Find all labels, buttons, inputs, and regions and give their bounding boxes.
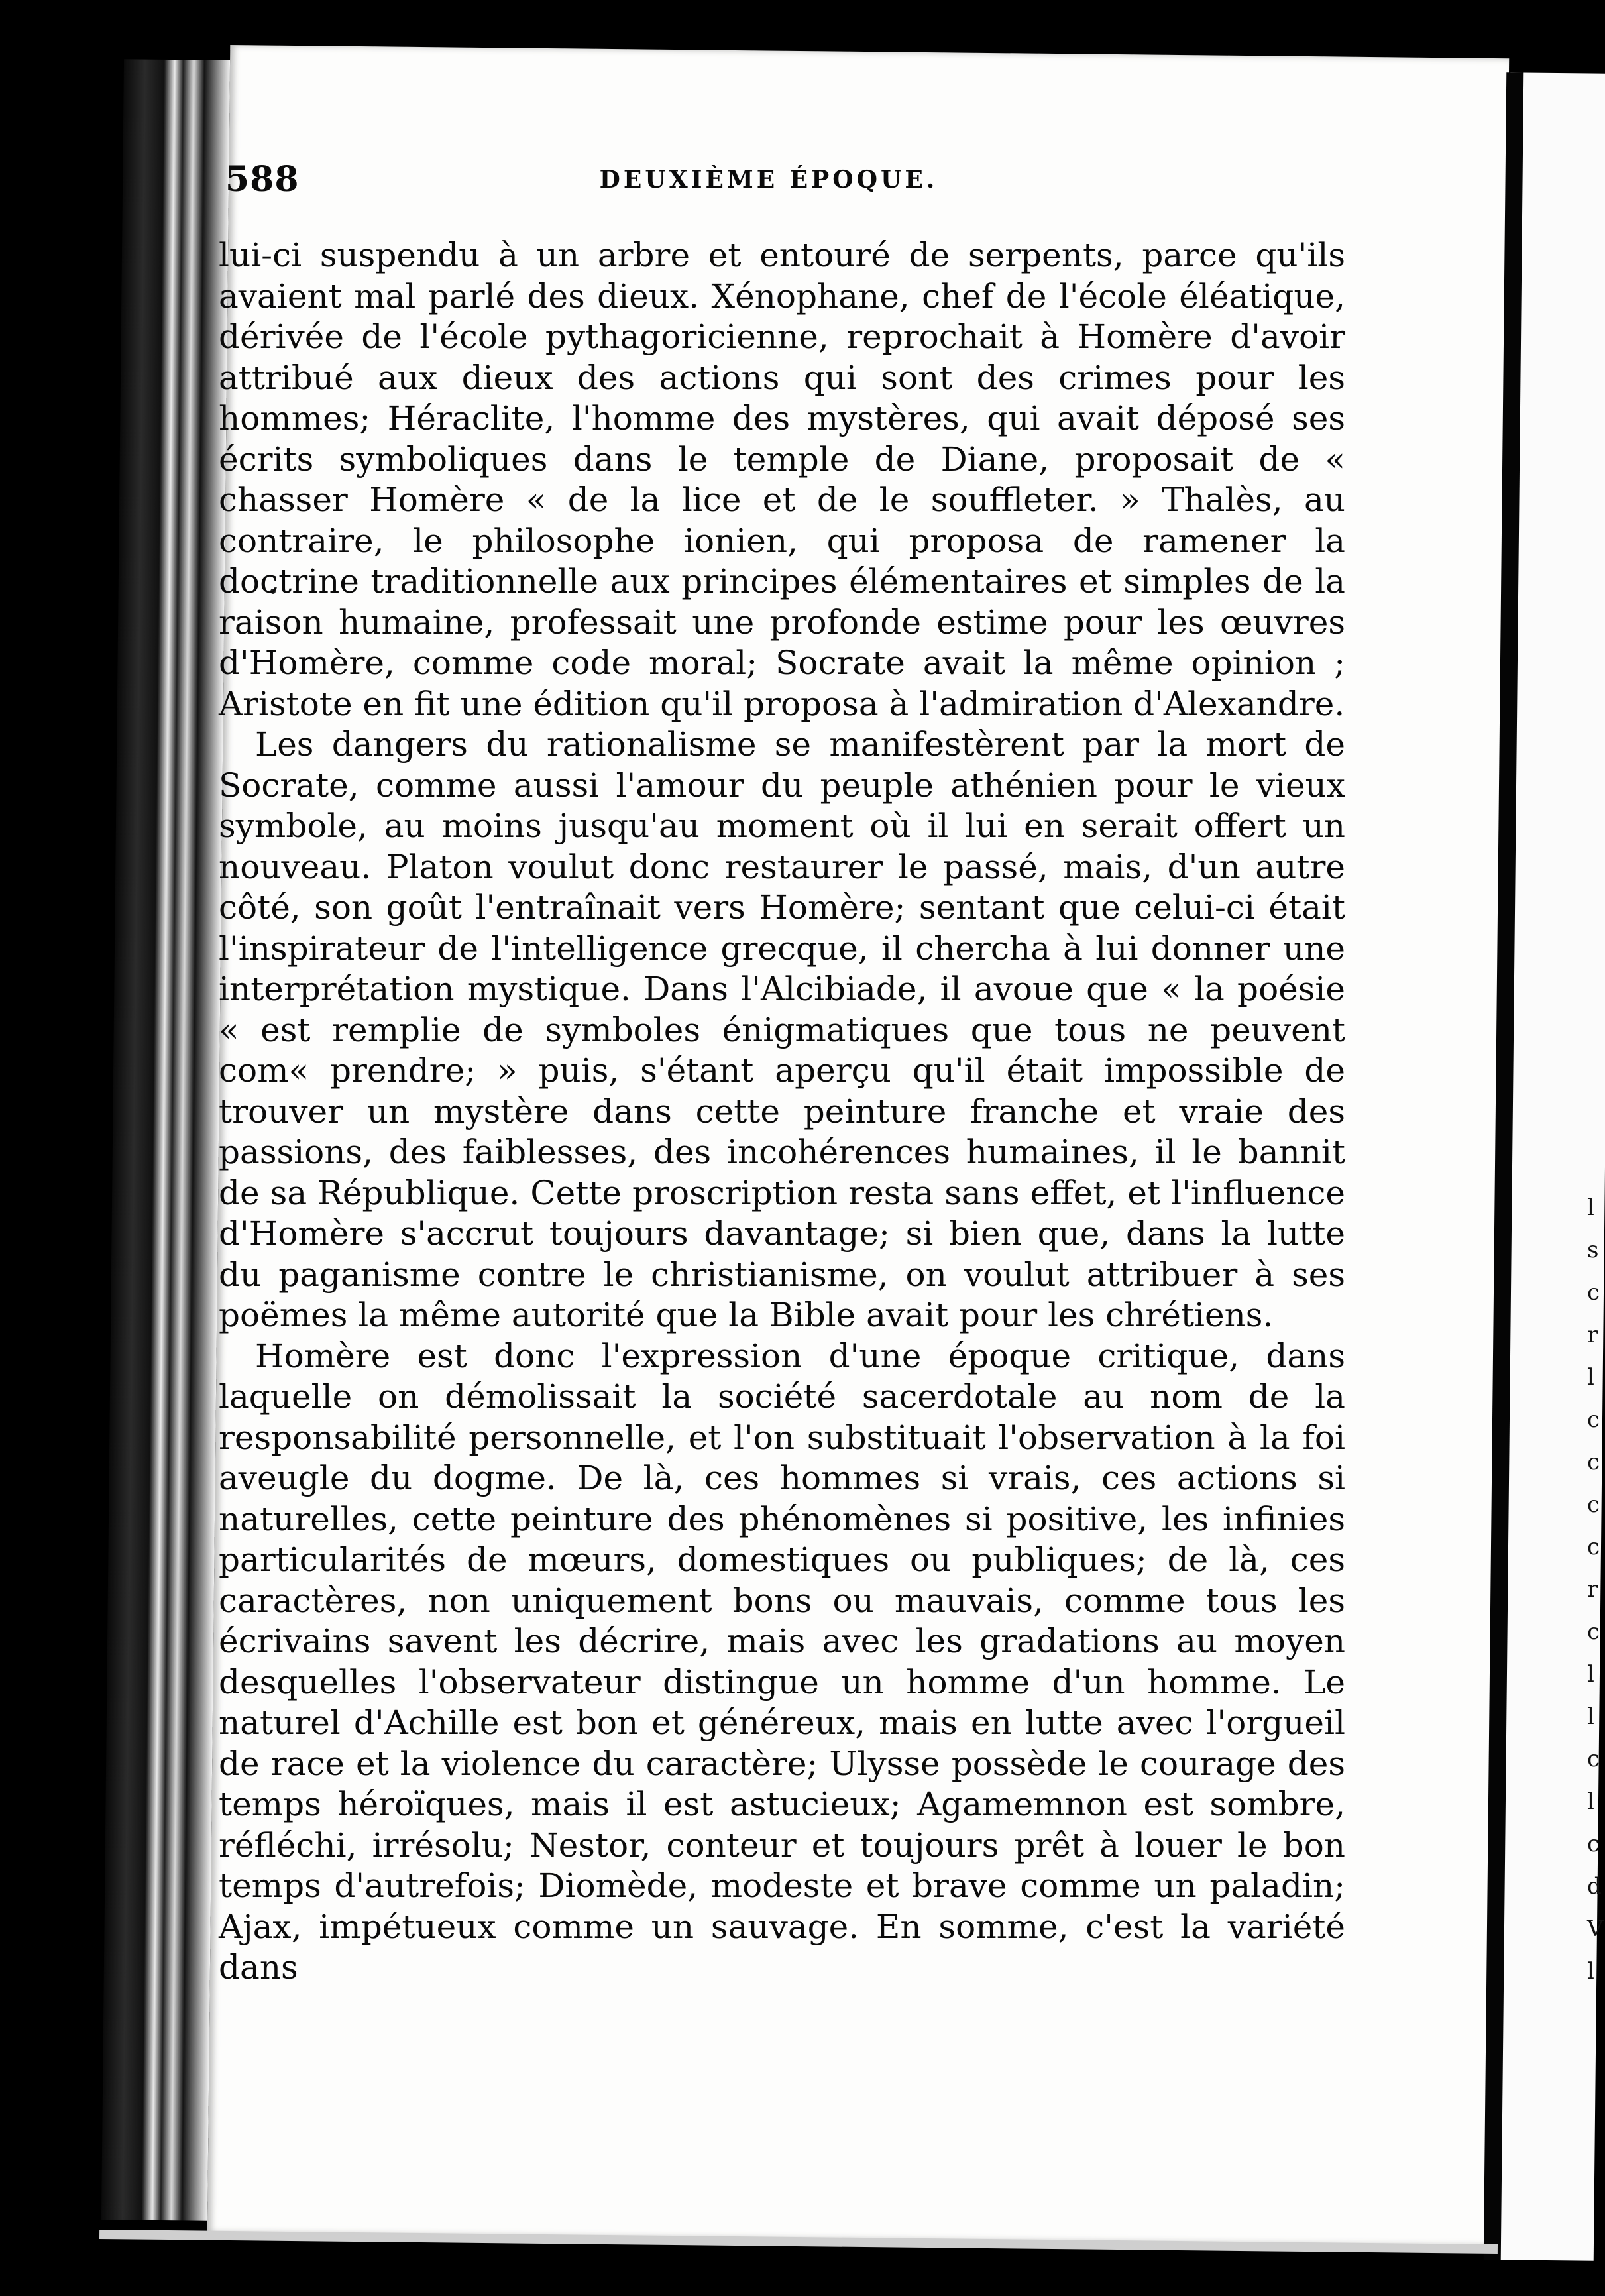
running-head: DEUXIÈME ÉPOQUE. — [599, 166, 938, 194]
facing-page-text-fragments — [1587, 1186, 1603, 1992]
fragment: l — [1587, 1958, 1594, 1984]
fragment: c — [1587, 1406, 1600, 1433]
fragment: c — [1587, 1449, 1600, 1475]
paragraph-2: Les dangers du rationalisme se manifestèrent par la mort de Socrate, comme aussi l'amour du peuple athénien pour le vieux symbole, au moins jusqu'au moment où il lui en serait offert un nouveau. Platon voulut donc restaurer le passé, mais, d'un autre côté, son goût l'entraînait vers Homère; sentant que celui-ci était l'inspirateur de l'intelligence grecque, il chercha à lui donner une interprétation mystique. Dans l'Alcibiade, il avoue que « la poésie « est remplie de symboles énigmatiques que tous ne peuvent com« prendre; » puis, s'étant aperçu qu'il était impossible de trouver un mystère dans cette peinture franche et vraie des passions, des faiblesses, des incohérences humaines, il le bannit de sa République. Cette proscription resta sans effet, et l'influence d'Homère s'accrut toujours davantage; si bien que, dans la lutte du paganisme contre le christianisme, on voulut attribuer à ses poëmes la même autorité que la Bible avait pour les chrétiens. — [219, 725, 1345, 1334]
page-header — [225, 159, 1312, 219]
fragment: l — [1587, 1194, 1594, 1221]
fragment: r — [1587, 1576, 1598, 1603]
fragment: V — [1587, 1916, 1604, 1942]
fragment: c — [1587, 1491, 1600, 1518]
fragment: c — [1587, 1619, 1600, 1645]
fragment: c — [1587, 1279, 1600, 1306]
fragment: c — [1587, 1746, 1600, 1772]
fragment: s — [1587, 1237, 1599, 1263]
fragment: c — [1587, 1831, 1600, 1857]
fragment: l — [1587, 1364, 1594, 1391]
fragment: l — [1587, 1788, 1594, 1815]
page-number: 588 — [225, 159, 300, 200]
paragraph-3: Homère est donc l'expression d'une époque critique, dans laquelle on démolissait la société sacerdotale au nom de la responsabilité personnelle, et l'on substituait l'observation à la foi aveugle du dogme. De là, ces hommes si vrais, ces actions si naturelles, cette peinture des phénomènes si positive, les infinies particularités de mœurs, domestiques ou publiques; de là, ces caractères, non uniquement bons ou mauvais, comme tous les écrivains savent les décrire, mais avec les gradations au moyen desquelles l'observateur distingue un homme d'un homme. Le naturel d'Achille est bon et généreux, mais en lutte avec l'orgueil de race et la violence du caractère; Ulysse possède le courage des temps héroïques, mais il est astucieux; Agamemnon est sombre, réfléchi, irrésolu; Nestor, conteur et toujours prêt à louer le bon temps d'autrefois; Diomède, modeste et brave comme un paladin; Ajax, impétueux comme un sauvage. En somme, c'est la variété dans — [219, 1336, 1345, 1986]
fragment: l — [1587, 1661, 1594, 1688]
paragraph-1: lui-ci suspendu à un arbre et entouré de serpents, parce qu'ils avaient mal parlé des dieux. Xénophane, chef de l'école éléatique, dérivée de l'école pythagoricienne, reprochait à Homère d'avoir attribué aux dieux des actions qui sont des crimes pour les hommes; Héraclite, l'homme des mystères, qui avait déposé ses écrits symboliques dans le temple de Diane, proposait de « chasser Homère « de la lice et de le souffleter. » Thalès, au contraire, le philosophe ionien, qui proposa de ramener la doctrine traditionnelle aux principes élémentaires et simples de la raison humaine, professait une profonde estime pour les œuvres d'Homère, comme code moral; Socrate avait la même opinion ; Aristote en fit une édition qu'il proposa à l'admiration d'Alexandre. — [219, 236, 1345, 723]
fragment: d — [1587, 1873, 1602, 1900]
body-text — [219, 235, 1345, 1988]
fragment: r — [1587, 1322, 1598, 1348]
fragment: c — [1587, 1534, 1600, 1560]
fragment: l — [1587, 1703, 1594, 1730]
